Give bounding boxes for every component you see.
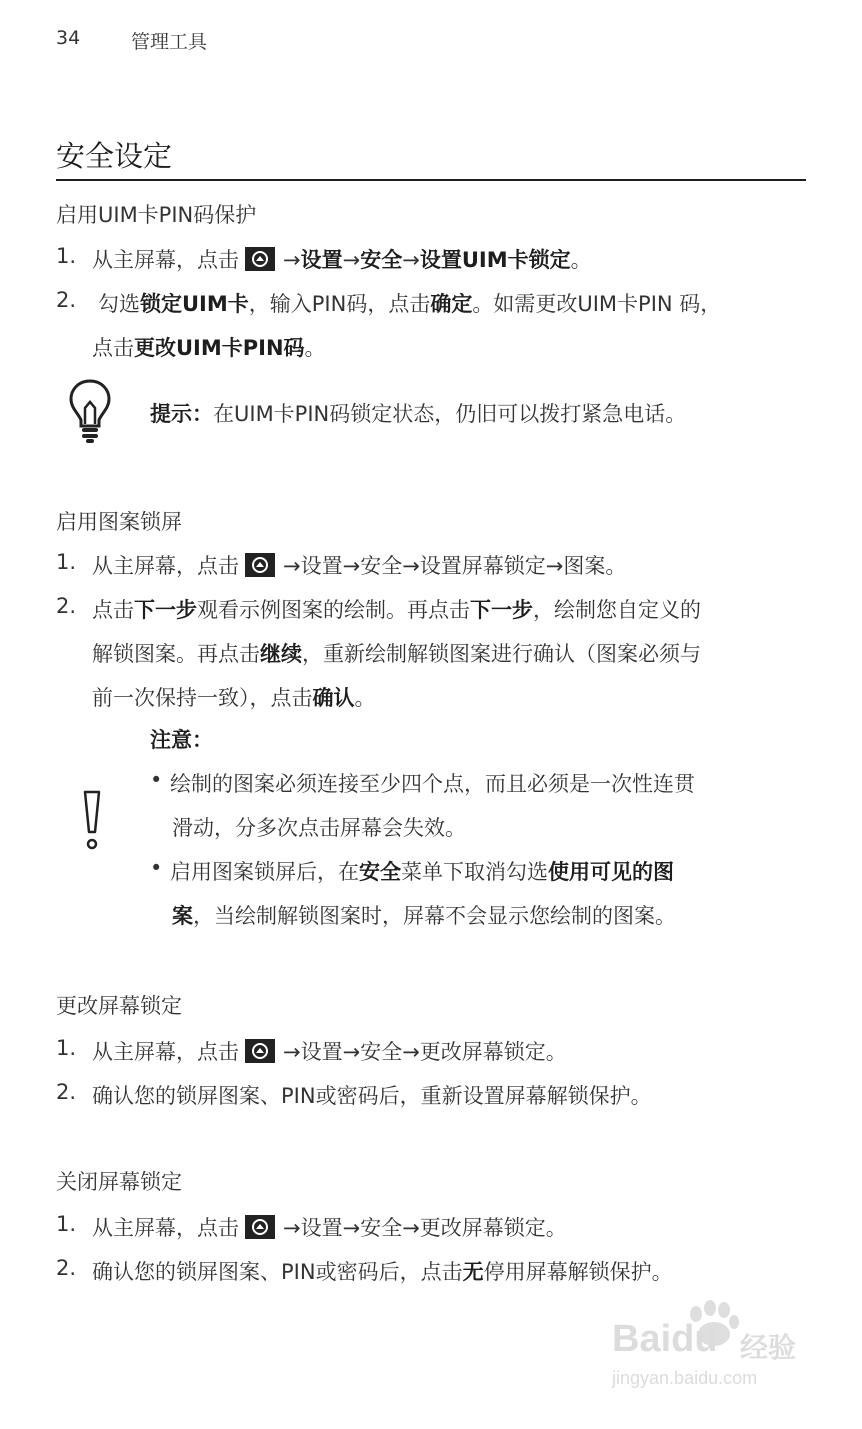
step-number: 1. (56, 1036, 77, 1060)
step-text: 勾选锁定UIM卡，输入PIN码，点击确定。如需更改UIM卡PIN 码， (98, 292, 722, 316)
step-text: 从主屏幕，点击 →设置→安全→更改屏幕锁定。 (92, 1040, 567, 1064)
note-bullet-text: 绘制的图案必须连接至少四个点，而且必须是一次性连贯 (170, 772, 695, 796)
lightbulb-icon (68, 378, 112, 444)
bullet-dot: • (150, 768, 163, 792)
step-number: 2. (56, 594, 77, 618)
page-title: 安全设定 (56, 139, 173, 173)
note-bullet-text-continued: 案，当绘制解锁图案时，屏幕不会显示您绘制的图案。 (172, 904, 676, 928)
section-heading-pattern-lock: 启用图案锁屏 (56, 510, 182, 534)
section-heading-uim-pin: 启用UIM卡PIN码保护 (56, 203, 257, 227)
step-text: 从主屏幕，点击 →设置→安全→设置UIM卡锁定。 (92, 248, 592, 272)
title-divider (56, 179, 806, 181)
step-number: 2. (56, 1256, 77, 1280)
note-bullet-text: 启用图案锁屏后，在安全菜单下取消勾选使用可见的图 (170, 860, 674, 884)
step-text: 确认您的锁屏图案、PIN或密码后，点击无停用屏幕解锁保护。 (92, 1260, 673, 1284)
home-menu-icon (245, 1215, 275, 1239)
section-heading-disable-lock: 关闭屏幕锁定 (56, 1170, 182, 1194)
page-number: 34 (56, 27, 81, 49)
step-text: 从主屏幕，点击 →设置→安全→设置屏幕锁定→图案。 (92, 554, 627, 578)
step-number: 2. (56, 288, 77, 312)
home-menu-icon (245, 247, 275, 271)
home-menu-icon (245, 553, 275, 577)
tip-text: 提示：在UIM卡PIN码锁定状态，仍旧可以拨打紧急电话。 (150, 402, 687, 426)
note-bullet-text-continued: 滑动，分多次点击屏幕会失效。 (172, 816, 466, 840)
exclamation-icon (80, 788, 104, 854)
watermark-url: jingyan.baidu.com (612, 1368, 758, 1388)
section-heading-change-lock: 更改屏幕锁定 (56, 994, 182, 1018)
step-text-continued: 点击更改UIM卡PIN码。 (92, 336, 326, 360)
watermark-brand: Baidu (612, 1318, 718, 1360)
note-label: 注意： (150, 728, 213, 752)
chapter-title: 管理工具 (131, 31, 208, 53)
step-text: 从主屏幕，点击 →设置→安全→更改屏幕锁定。 (92, 1216, 567, 1240)
step-number: 1. (56, 244, 77, 268)
step-text-continued: 前一次保持一致），点击确认。 (92, 686, 376, 710)
bullet-dot: • (150, 856, 163, 880)
step-number: 2. (56, 1080, 77, 1104)
watermark-cn: 经验 (740, 1331, 797, 1364)
step-number: 1. (56, 1212, 77, 1236)
step-text: 点击下一步观看示例图案的绘制。再点击下一步，绘制您自定义的 (92, 598, 701, 622)
step-number: 1. (56, 550, 77, 574)
home-menu-icon (245, 1039, 275, 1063)
step-text-continued: 解锁图案。再点击继续，重新绘制解锁图案进行确认（图案必须与 (92, 642, 701, 666)
step-text: 确认您的锁屏图案、PIN或密码后，重新设置屏幕解锁保护。 (92, 1084, 652, 1108)
